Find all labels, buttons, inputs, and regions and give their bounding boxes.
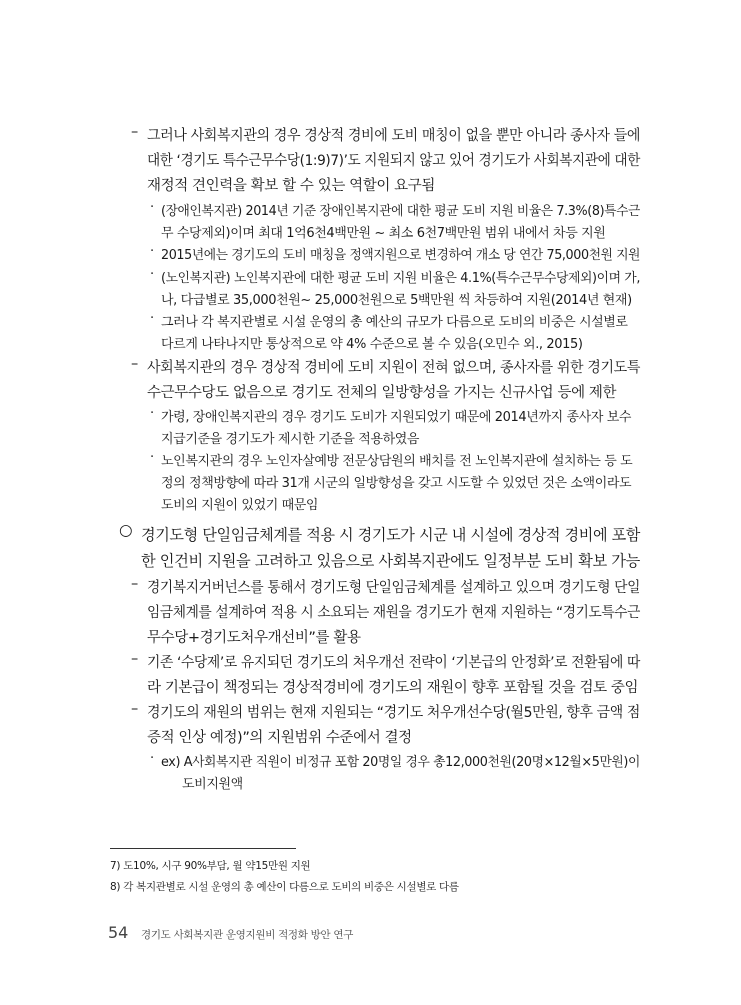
- bullet-dot: ·: [150, 267, 155, 282]
- bullet-dot: ·: [150, 244, 155, 259]
- text-line: 라 기본급이 책정되는 경상적경비에 경기도의 재원이 향후 포함될 것을 검토 중임: [147, 680, 639, 696]
- text-line: 가령, 장애인복지관의 경우 경기도 도비가 지원되었기 때문에 2014년까지 종사자 보수: [161, 410, 632, 425]
- text-line: 노인복지관의 경우 노인자살예방 전문상담원의 배치를 전 노인복지관에 설치하는 등 도: [161, 454, 633, 469]
- text-line: (노인복지관) 노인복지관에 대한 평균 도비 지원 비율은 4.1%(특수근무수당제외)이며 가,: [161, 271, 641, 286]
- section-heading-line: 경기도형 단일임금체계를 적용 시 경기도가 시군 내 시설에 경상적 경비에 포함: [141, 526, 641, 544]
- dash-marker: –: [131, 701, 139, 717]
- text-line: 대한 ‘경기도 특수근무수당(1:9)7)’도 지원되지 않고 있어 경기도가 사회복지관에 대한: [147, 153, 641, 169]
- text-line: 경기도의 재원의 범위는 현재 지원되는 “경기도 처우개선수당(월5만원, 향후 금액 점: [147, 705, 641, 721]
- bullet-dot: ·: [150, 751, 155, 766]
- dash-marker: –: [131, 124, 139, 140]
- dash-marker: –: [131, 576, 139, 592]
- text-line: 수근무수당도 없음으로 경기도 전체의 일방향성을 가지는 신규사업 등에 제한: [147, 385, 617, 401]
- text-line: 정의 정책방향에 따라 31개 시군의 일방향성을 갖고 시도할 수 있었던 것은 소액이라도: [161, 476, 632, 491]
- text-line: 경기복지거버넌스를 통해서 경기도형 단일임금체계를 설계하고 있으며 경기도형 단일: [147, 580, 640, 596]
- bullet-dot: ·: [150, 311, 155, 326]
- footnote-8: 8) 각 복지관별로 시설 운영의 총 예산이 다름으로 도비의 비중은 시설별로 다름: [110, 881, 459, 893]
- text-line: 지급기준을 경기도가 제시한 기준을 적용하였음: [161, 432, 420, 447]
- text-line: ex) A사회복지관 직원이 비정규 포함 20명일 경우 총12,000천원(20명×12월×5만원)이: [161, 755, 640, 770]
- bullet-dot: ·: [150, 200, 155, 215]
- circle-marker: ○: [119, 521, 133, 539]
- page-number: 54: [108, 923, 129, 942]
- footnote-7: 7) 도10%, 시구 90%부담, 월 약15만원 지원: [110, 860, 311, 872]
- text-line: 나, 다급별로 35,000천원~ 25,000천원으로 5백만원 씩 차등하여 지원(2014년 현재): [161, 293, 632, 308]
- bullet-dot: ·: [150, 450, 155, 465]
- dash-marker: –: [131, 356, 139, 372]
- text-line: 기존 ‘수당제’로 유지되던 경기도의 처우개선 전략이 ‘기본급의 안정화’로 전환됨에 따: [147, 655, 640, 671]
- dash-marker: –: [131, 651, 139, 667]
- text-line: (장애인복지관) 2014년 기준 장애인복지관에 대한 평균 도비 지원 비율은 7.3%(8)특수근: [161, 204, 640, 219]
- section-heading-line: 한 인건비 지원을 고려하고 있음으로 사회복지관에도 일정부분 도비 확보 가능: [141, 552, 640, 570]
- text-line: 다르게 나타나지만 통상적으로 약 4% 수준으로 볼 수 있음(오민수 외., 2015): [161, 337, 583, 352]
- text-line: 그러나 각 복지관별로 시설 운영의 총 예산의 규모가 다름으로 도비의 비중은 시설별로: [161, 315, 628, 330]
- text-line: 임금체계를 설계하여 적용 시 소요되는 재원을 경기도가 현재 지원하는 “경기도특수근: [147, 605, 640, 621]
- running-title: 경기도 사회복지관 운영지원비 적정화 방안 연구: [141, 929, 354, 941]
- text-line: 증적 인상 예정)”의 지원범위 수준에서 결정: [147, 730, 412, 746]
- text-line: 2015년에는 경기도의 도비 매칭을 정액지원으로 변경하여 개소 당 연간 75,000천원 지원: [161, 248, 641, 263]
- text-line: 재정적 견인력을 확보 할 수 있는 역할이 요구됨: [147, 178, 435, 194]
- text-line: 도비지원액: [182, 777, 243, 792]
- text-line: 무 수당제외)이며 최대 1억6천4백만원 ~ 최소 6천7백만원 범위 내에서 차등 지원: [161, 226, 606, 241]
- footnote-divider: [110, 848, 296, 849]
- text-line: 사회복지관의 경우 경상적 경비에 도비 지원이 전혀 없으며, 종사자를 위한 경기도특: [147, 360, 641, 376]
- text-line: 무수당+경기도처우개선비”를 활용: [147, 630, 361, 646]
- bullet-dot: ·: [150, 406, 155, 421]
- text-line: 도비의 지원이 있었기 때문임: [161, 498, 319, 513]
- text-line: 그러나 사회복지관의 경우 경상적 경비에 도비 매칭이 없을 뿐만 아니라 종사자 들에: [147, 128, 641, 144]
